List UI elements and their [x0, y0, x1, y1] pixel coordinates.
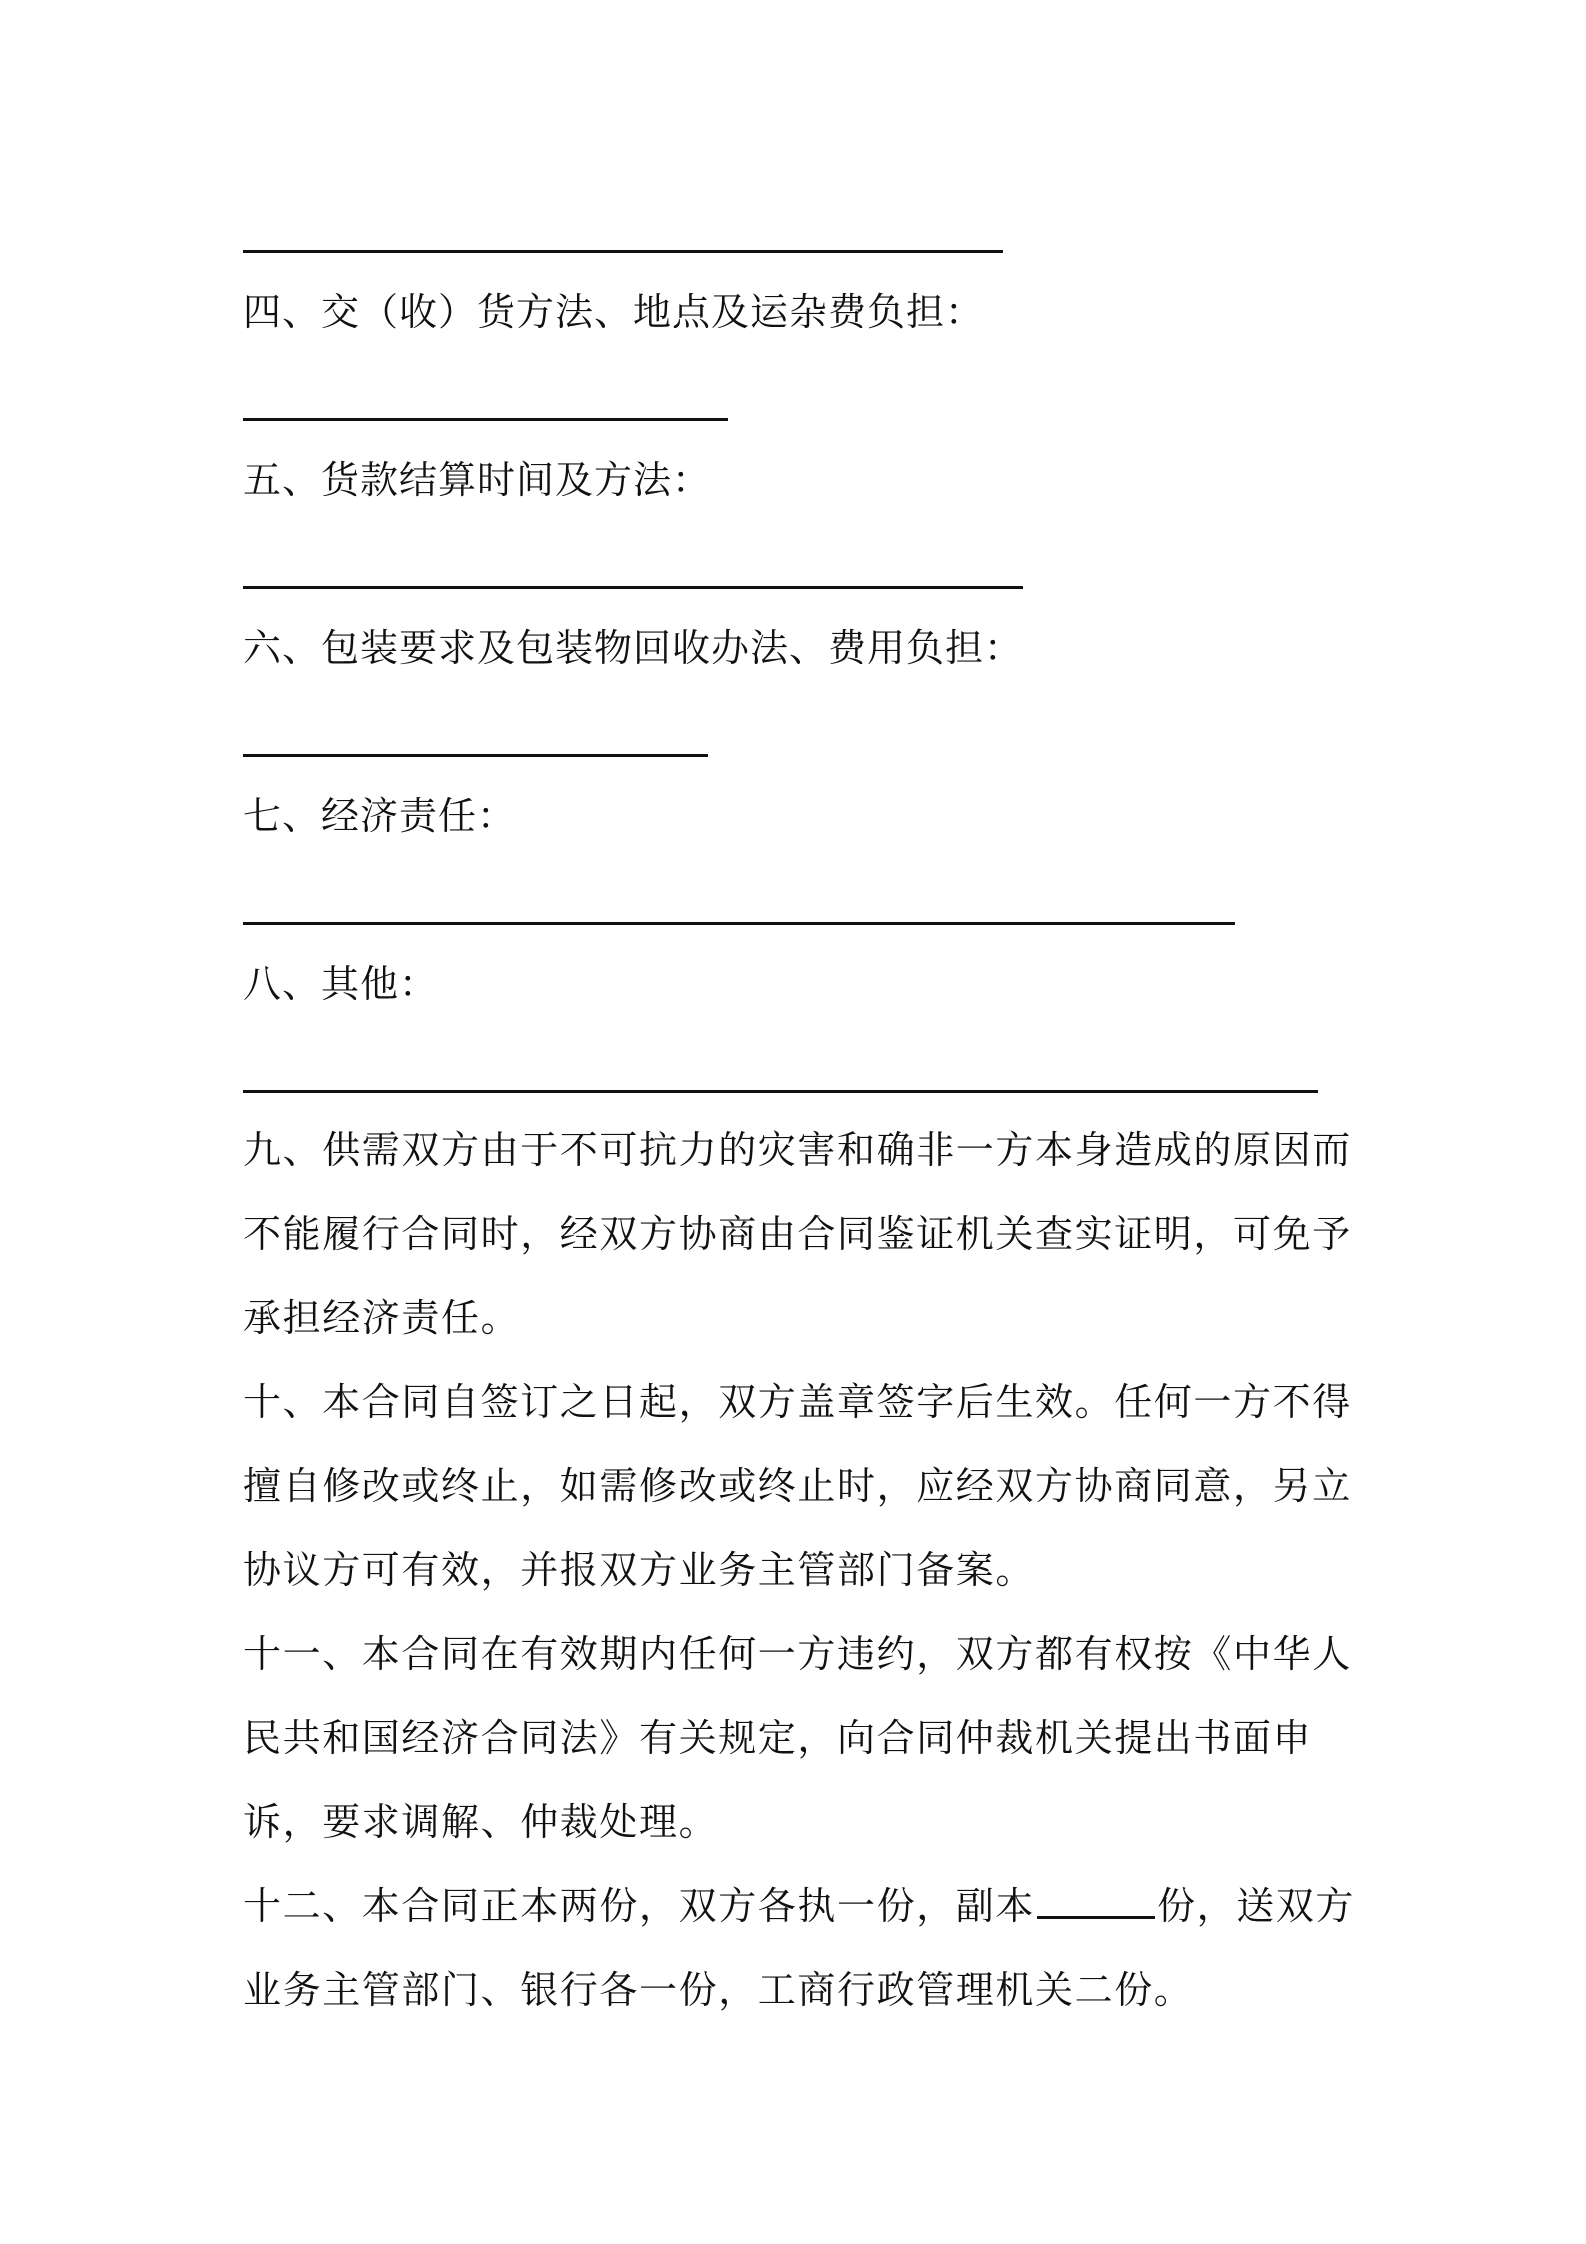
- clause-twelve: [243, 1864, 1363, 2032]
- clause-five: 五、货款结算时间及方法：: [243, 458, 712, 502]
- clause-six: 六、包装要求及包装物回收办法、费用负担：: [243, 626, 1024, 670]
- fill-in-line[interactable]: [243, 250, 1003, 253]
- copies-blank[interactable]: [1037, 1882, 1155, 1919]
- fill-in-line[interactable]: [243, 754, 708, 757]
- clause-nine: 九、供需双方由于不可抗力的灾害和确非一方本身造成的原因而不能履行合同时，经双方协商由合同鉴证机关查实证明，可免予承担经济责任。: [243, 1128, 1352, 1340]
- fill-in-line[interactable]: [243, 1090, 1318, 1093]
- fill-in-line[interactable]: [243, 586, 1023, 589]
- clause-ten: 十、本合同自签订之日起，双方盖章签字后生效。任何一方不得擅自修改或终止，如需修改或终止时，应经双方协商同意，另立协议方可有效，并报双方业务主管部门备案。: [243, 1380, 1352, 1592]
- clause-twelve-text-b: 份，送双方业务主管部门、银行各一份，工商行政管理机关二份。: [243, 1884, 1356, 2012]
- clause-seven: 七、经济责任：: [243, 794, 517, 838]
- clause-eight: 八、其他：: [243, 962, 439, 1006]
- clause-eleven: 十一、本合同在有效期内任何一方违约，双方都有权按《中华人民共和国经济合同法》有关规定，向合同仲裁机关提出书面申诉，要求调解、仲裁处理。: [243, 1632, 1352, 1844]
- clause-twelve-text-a: 十二、本合同正本两份，双方各执一份，副本: [243, 1884, 1036, 1928]
- fill-in-line[interactable]: [243, 418, 728, 421]
- fill-in-line[interactable]: [243, 922, 1235, 925]
- clause-four: 四、交（收）货方法、地点及运杂费负担：: [243, 290, 985, 334]
